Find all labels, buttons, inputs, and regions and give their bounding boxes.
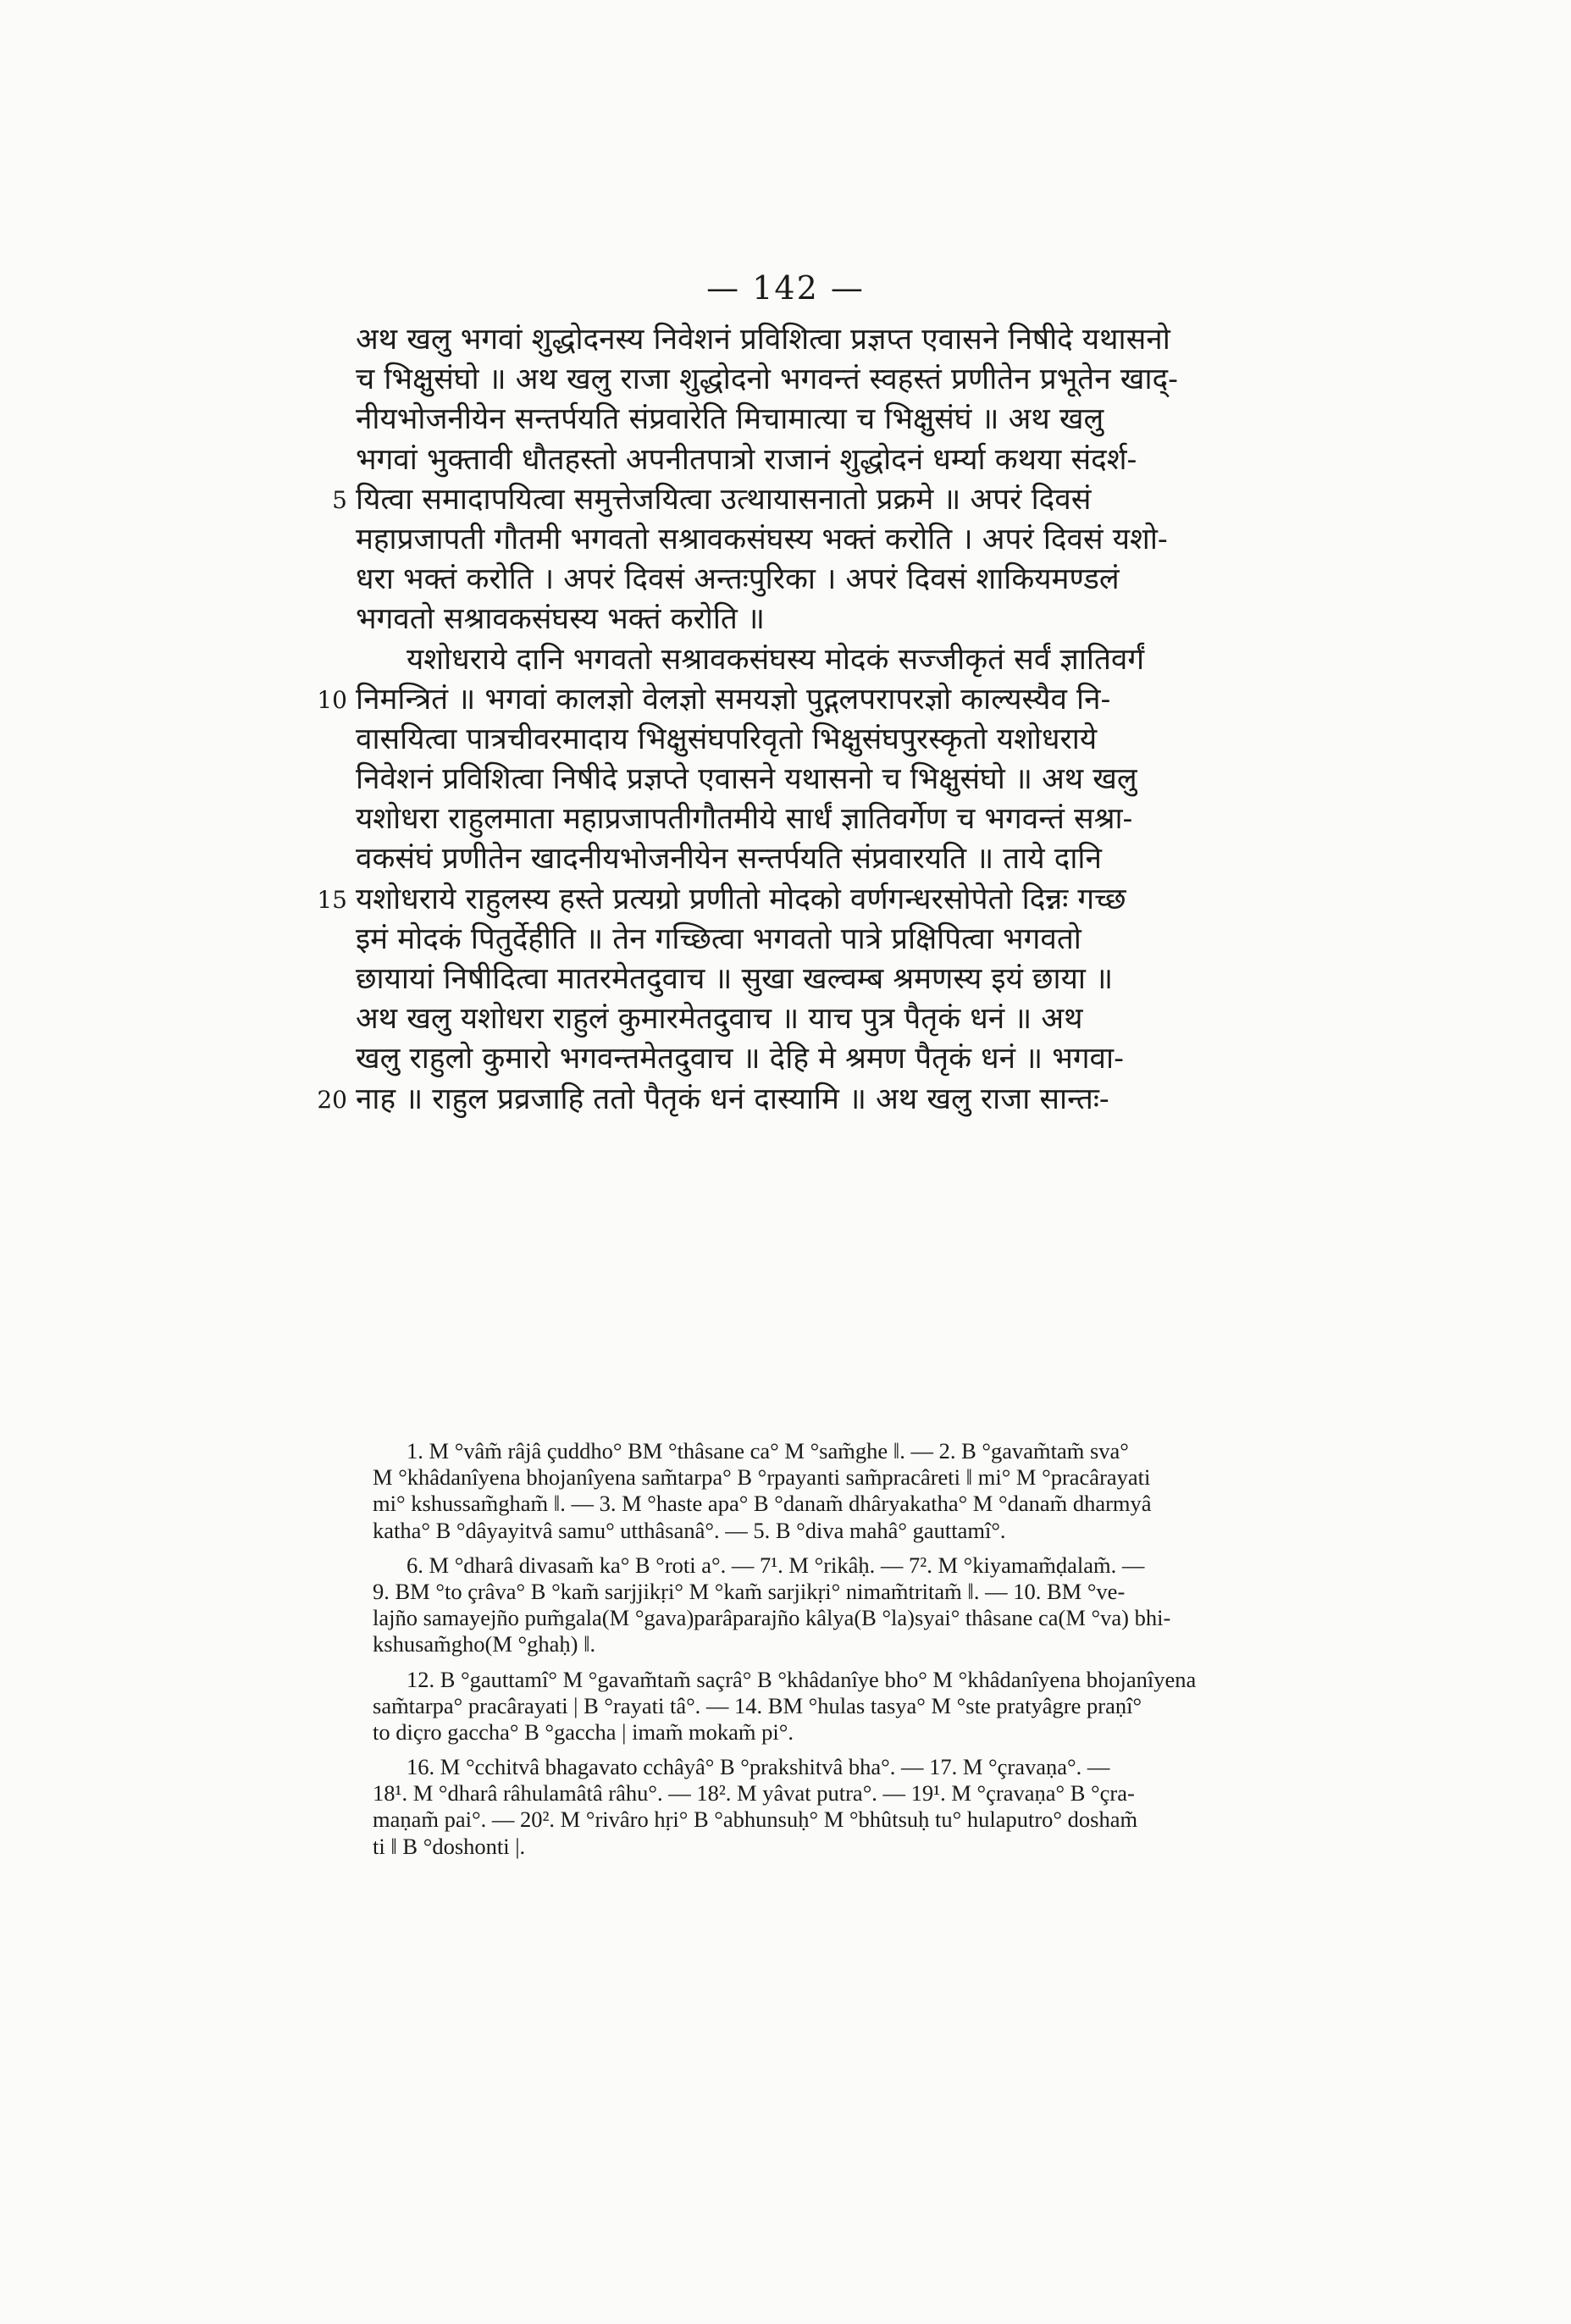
footnote-line: M °khâdanîyena bhojanîyena sam̃tarpa° B °rpayanti sam̃pracâreti ‖ mi° M °pracârayati [373, 1464, 1151, 1491]
page-number: — 142 — [706, 269, 865, 307]
text-line [356, 440, 1457, 480]
footnote-line: 16. M °cchitvâ bhagavato cchâyâ° B °prakshitvâ bha°. — 17. M °çravaṇa°. — [407, 1754, 1110, 1780]
text-line [356, 320, 1457, 360]
line-number: 15 [317, 885, 347, 914]
text-line [317, 680, 1457, 720]
text-line [356, 400, 1457, 440]
text-line [332, 480, 1457, 520]
main-text-block [317, 320, 1457, 1120]
line-number: 5 [332, 485, 347, 514]
line-text: च भिक्षुसंघो ॥ अथ खलु राजा शुद्धोदनो भगवन्तं स्वहस्तं प्रणीतेन प्रभूतेन खाद्- [356, 362, 1178, 397]
footnote-line: lajño samayejño pum̃gala(M °gava)parâparajño kâlya(B °la)syai° thâsane ca(M °va) bhi- [373, 1605, 1171, 1631]
text-line [317, 880, 1457, 920]
text-line [356, 920, 1457, 960]
text-line [356, 600, 1457, 639]
footnote-line: 18¹. M °dharâ râhulamâtâ râhu°. — 18². M yâvat putra°. — 19¹. M °çravaṇa° B °çra- [373, 1780, 1135, 1807]
line-text: वासयित्वा पात्रचीवरमादाय भिक्षुसंघपरिवृतो भिक्षुसंघपुरस्कृतो यशोधराये [356, 722, 1098, 756]
footnote-line: 12. B °gauttamî° M °gavam̃tam̃ saçrâ° B °khâdanîye bho° M °khâdanîyena bhojanîyena [407, 1666, 1197, 1692]
text-line [356, 520, 1457, 560]
line-text: वकसंघं प्रणीतेन खादनीयभोजनीयेन सन्तर्पयति संप्रवारयति ॥ ताये दानि [356, 842, 1102, 877]
line-text: भगवां भुक्तावी धौतहस्तो अपनीतपात्रो राजानं शुद्धोदनं धर्म्या कथया संदर्श- [356, 442, 1137, 477]
text-line [356, 839, 1457, 879]
line-text: अथ खलु भगवां शुद्धोदनस्य निवेशनं प्रविशित्वा प्रज्ञप्त एवासने निषीदे यथासनो [356, 323, 1170, 357]
line-number: 20 [317, 1085, 347, 1114]
footnote-line: 6. M °dharâ divasam̃ ka° B °roti a°. — 7¹. M °rikâḥ. — 7². M °kiyamam̃ḍalam̃. — [407, 1552, 1145, 1578]
text-line [356, 720, 1457, 760]
line-text: निमन्त्रितं ॥ भगवां कालज्ञो वेलज्ञो समयज्ञो पुद्गलपरापरज्ञो काल्यस्यैव नि- [356, 682, 1111, 717]
paragraph-gap [373, 1746, 1431, 1754]
line-text: महाप्रजापती गौतमी भगवतो सश्रावकसंघस्य भक्तं करोति । अपरं दिवसं यशो- [356, 522, 1168, 556]
footnote-line: kshusam̃gho(M °ghaḥ) ‖. [373, 1631, 596, 1657]
text-line [356, 999, 1457, 1039]
text-line [356, 560, 1457, 600]
line-text: भगवतो सश्रावकसंघस्य भक्तं करोति ॥ [356, 602, 765, 637]
line-text: यशोधराये राहुलस्य हस्ते प्रत्यग्रो प्रणीतो मोदको वर्णगन्धरसोपेतो दिन्नः गच्छ [356, 882, 1126, 916]
paragraph-gap [373, 1658, 1431, 1667]
footnote-line: katha° B °dâyayitvâ samu° utthâsanâ°. — 5. B °diva mahâ° gauttamî°. [373, 1517, 1006, 1543]
line-text: यशोधरा राहुलमाता महाप्रजापतीगौतमीये सार्धं ज्ञातिवर्गेण च भगवन्तं सश्रा- [356, 802, 1133, 837]
line-text: धरा भक्तं करोति । अपरं दिवसं अन्तःपुरिका । अपरं दिवसं शाकियमण्डलं [356, 562, 1120, 597]
text-line [317, 1080, 1457, 1120]
footnote-line: 1. M °vâm̃ râjâ çuddho° BM °thâsane ca° M °sam̃ghe ‖. — 2. B °gavam̃tam̃ sva° [407, 1438, 1129, 1464]
text-line [356, 960, 1457, 999]
line-text: यशोधराये दानि भगवतो सश्रावकसंघस्य मोदकं सज्जीकृतं सर्वं ज्ञातिवर्गं [407, 642, 1145, 677]
line-text: नाह ॥ राहुल प्रव्रजाहि ततो पैतृकं धनं दास्यामि ॥ अथ खलु राजा सान्तः- [356, 1082, 1109, 1116]
text-line [356, 640, 1457, 680]
footnote-line: to diçro gaccha° B °gaccha | imam̃ mokam̃ pi°. [373, 1718, 794, 1745]
line-text: यित्वा समादापयित्वा समुत्तेजयित्वा उत्थायासनातो प्रक्रमे ॥ अपरं दिवसं [356, 482, 1092, 517]
line-text: निवेशनं प्रविशित्वा निषीदे प्रज्ञप्ते एवासने यथासनो च भिक्षुसंघो ॥ अथ खलु [356, 762, 1137, 797]
line-text: अथ खलु यशोधरा राहुलं कुमारमेतदुवाच ॥ याच पुत्र पैतृकं धनं ॥ अथ [356, 1002, 1083, 1037]
line-text: छायायां निषीदित्वा मातरमेतदुवाच ॥ सुखा खल्वम्ब श्रमणस्य इयं छाया ॥ [356, 962, 1114, 996]
footnote-line: sam̃tarpa° pracârayati | B °rayati tâ°. — 14. BM °hulas tasya° M °ste pratyâgre praṇî° [373, 1692, 1142, 1718]
footnote-line: ti ‖ B °doshonti |. [373, 1833, 526, 1859]
line-number: 10 [317, 685, 347, 714]
text-line [356, 360, 1457, 400]
footnotes-block [373, 1438, 1431, 1860]
line-text: नीयभोजनीयेन सन्तर्पयति संप्रवारेति मिचामात्या च भिक्षुसंघं ॥ अथ खलु [356, 402, 1104, 437]
text-line [356, 800, 1457, 839]
line-text: खलु राहुलो कुमारो भगवन्तमेतदुवाच ॥ देहि मे श्रमण पैतृकं धनं ॥ भगवा- [356, 1042, 1124, 1076]
paragraph-gap [373, 1544, 1431, 1552]
text-line [356, 760, 1457, 800]
text-line [356, 1039, 1457, 1079]
line-text: इमं मोदकं पितुर्देहीति ॥ तेन गच्छित्वा भगवतो पात्रे प्रक्षिपित्वा भगवतो [356, 921, 1081, 956]
footnote-line: mi° kshussam̃gham̃ ‖. — 3. M °haste apa° B °danam̃ dhâryakatha° M °danam̃ dharmyâ [373, 1491, 1152, 1517]
footnote-line: maṇam̃ pai°. — 20². M °rivâro hṛi° B °abhunsuḥ° M °bhûtsuḥ tu° hulaputro° dosham̃ [373, 1807, 1138, 1833]
footnote-line: 9. BM °to çrâva° B °kam̃ sarjjikṛi° M °kam̃ sarjikṛi° nimam̃tritam̃ ‖. — 10. BM °ve- [373, 1578, 1126, 1604]
